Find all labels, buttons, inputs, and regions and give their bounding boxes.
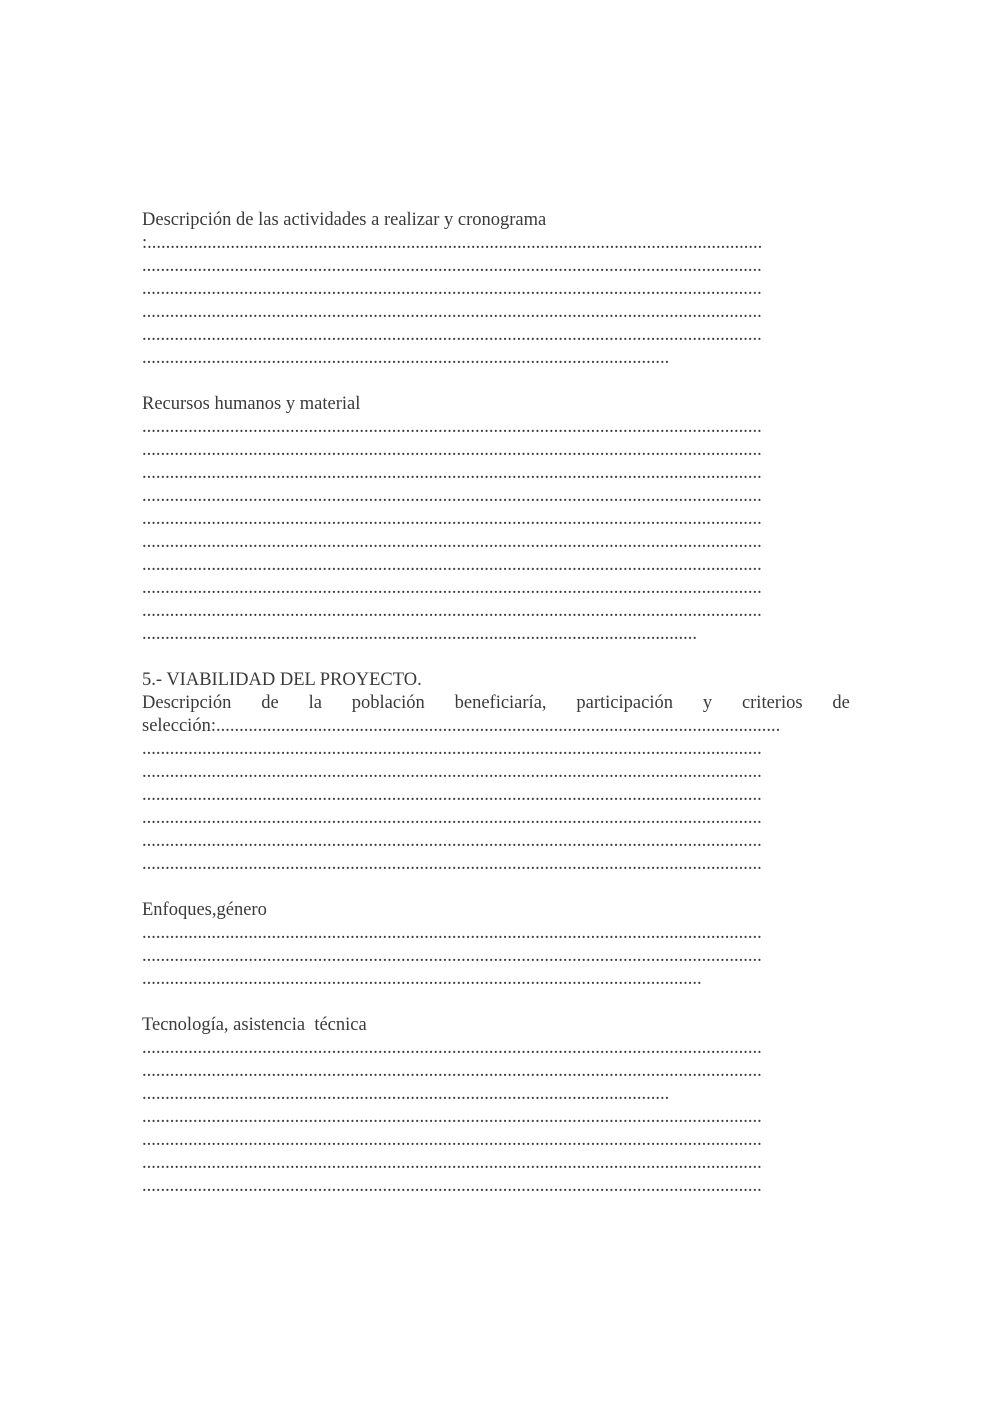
word: criterios <box>741 693 803 713</box>
fill-line: ...................................................................................................................................... <box>142 946 762 966</box>
word: de <box>832 693 850 713</box>
fill-line: ...................................................................................................................................... <box>142 463 762 483</box>
fill-line: ...................................................................................................................................... <box>142 762 762 782</box>
section-recursos <box>142 393 850 646</box>
section-actividades <box>142 209 850 370</box>
fill-line: ...................................................................................................................................... <box>142 923 762 943</box>
fill-line: ...................................................................................................................................... <box>142 831 762 851</box>
spacer <box>142 991 850 1014</box>
fill-line: ...................................................................................................................................... <box>142 256 762 276</box>
fill-line: ...................................................................................................................................... <box>142 440 762 460</box>
word: y <box>702 693 713 713</box>
section-heading: 5.- VIABILIDAD DEL PROYECTO. <box>142 670 422 690</box>
document-page <box>142 209 850 1198</box>
fill-line: ........................................................................................................................ <box>142 624 697 644</box>
fill-line: ...................................................................................................................................... <box>142 854 762 874</box>
fill-line: ...................................................................................................................................... <box>142 417 762 437</box>
section-heading: Descripción de las actividades a realizar y cronograma <box>142 210 547 230</box>
fill-line: ...................................................................................................................................... <box>142 279 762 299</box>
section-heading: Enfoques,género <box>142 900 267 920</box>
fill-line: ...................................................................................................................................... <box>142 785 762 805</box>
fill-line: .................................................................................................................. <box>142 348 670 368</box>
word: participación <box>576 693 673 713</box>
fill-line: ...................................................................................................................................... <box>142 1176 762 1196</box>
fill-line: ...................................................................................................................................... <box>142 1130 762 1150</box>
fill-line: ...................................................................................................................................... <box>142 325 762 345</box>
fill-line: ...................................................................................................................................... <box>142 1038 762 1058</box>
fill-line: ...................................................................................................................................... <box>142 532 762 552</box>
spacer <box>142 370 850 393</box>
section-heading: Recursos humanos y material <box>142 394 361 414</box>
spacer <box>142 876 850 899</box>
fill-line: ...................................................................................................................................... <box>142 578 762 598</box>
word: de <box>261 693 279 713</box>
word: Descripción <box>142 693 232 713</box>
fill-line: ...................................................................................................................................... <box>142 555 762 575</box>
fill-line: ...................................................................................................................................... <box>142 808 762 828</box>
fill-line: ...................................................................................................................................... <box>142 739 762 759</box>
justified-line <box>142 692 850 715</box>
fill-line: ...................................................................................................................................... <box>142 1107 762 1127</box>
fill-line: :..................................................................................................................................... <box>142 233 763 253</box>
fill-line: ...................................................................................................................................... <box>142 1061 762 1081</box>
spacer <box>142 646 850 669</box>
section-enfoques <box>142 899 850 991</box>
section-viabilidad <box>142 669 850 876</box>
section-tecnologia <box>142 1014 850 1198</box>
fill-line: ...................................................................................................................................... <box>142 302 762 322</box>
fill-line: ......................................................................................................................... <box>142 969 702 989</box>
word: beneficiaría, <box>454 693 547 713</box>
word: población <box>351 693 425 713</box>
fill-line: ...................................................................................................................................... <box>142 486 762 506</box>
fill-line: selección:.......................................................................................................................... <box>142 716 781 736</box>
section-heading: Tecnología, asistencia técnica <box>142 1015 367 1035</box>
fill-line: ...................................................................................................................................... <box>142 601 762 621</box>
fill-line: ...................................................................................................................................... <box>142 509 762 529</box>
fill-line: ...................................................................................................................................... <box>142 1153 762 1173</box>
word: la <box>308 693 322 713</box>
fill-line: .................................................................................................................. <box>142 1084 670 1104</box>
